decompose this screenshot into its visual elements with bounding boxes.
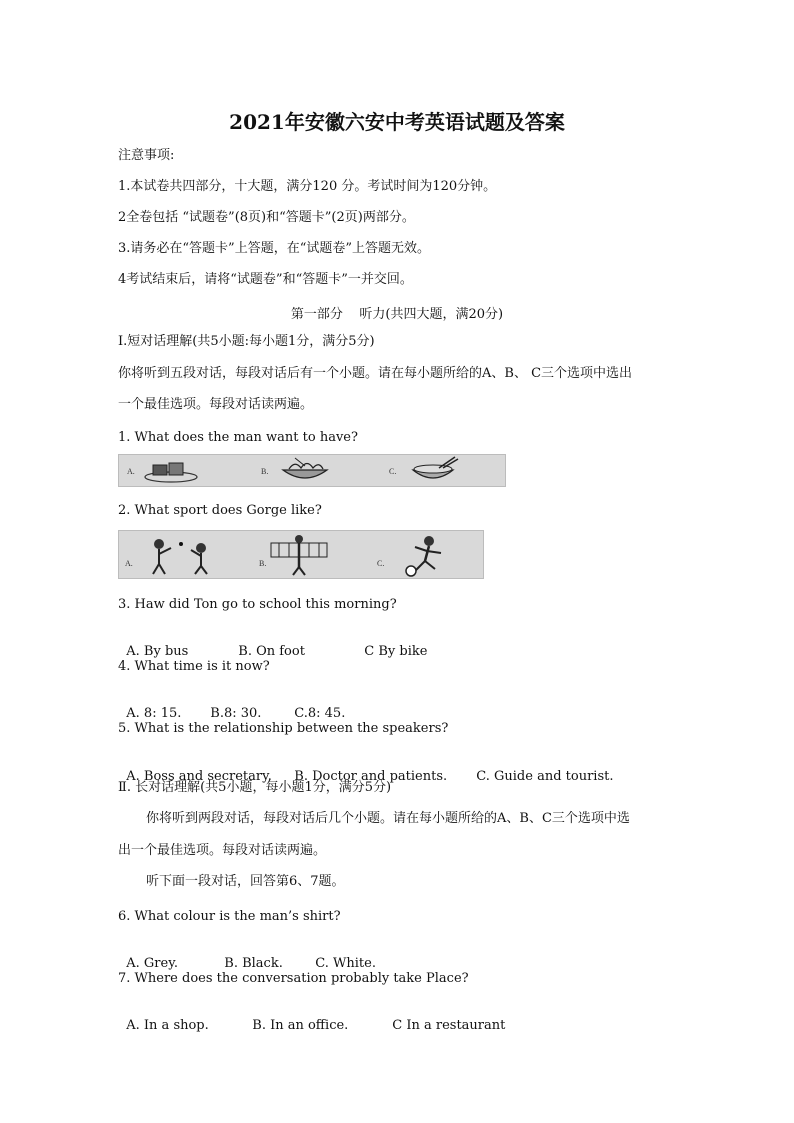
q6-option-b: B. Black. bbox=[224, 956, 283, 971]
section2-instruction-2: 出一个最佳选项。每段对话读两遍。 bbox=[118, 843, 327, 858]
q1-label-b: B. bbox=[261, 467, 269, 476]
q1-label-a: A. bbox=[127, 467, 135, 476]
q5-option-b: B. Doctor and patients. bbox=[294, 769, 448, 784]
noodles-icon bbox=[275, 456, 335, 485]
q1-picture-options bbox=[118, 454, 506, 487]
football-icon bbox=[389, 533, 469, 577]
question-4: 4. What time is it now? bbox=[118, 659, 270, 674]
question-7: 7. Where does the conversation probably take Place? bbox=[118, 971, 469, 986]
q2-label-b: B. bbox=[259, 559, 267, 568]
question-5: 5. What is the relationship between the speakers? bbox=[118, 721, 449, 736]
q7-option-c: C In a restaurant bbox=[392, 1018, 506, 1033]
note-item-1: 1.本试卷共四部分，十大题，满分120 分。考试时间为120分钟。 bbox=[118, 179, 497, 194]
page-title: 2021年安徽六安中考英语试题及答案 bbox=[229, 110, 565, 134]
question-6: 6. What colour is the man’s shirt? bbox=[118, 909, 341, 924]
q3-option-a: A. By bus bbox=[126, 644, 189, 659]
q6-option-c: C. White. bbox=[315, 956, 376, 971]
section1-instruction-1: 你将听到五段对话，每段对话后有一个小题。请在每小题所给的A、B、 C三个选项中选出 bbox=[118, 366, 633, 381]
q5-option-c: C. Guide and tourist. bbox=[476, 769, 614, 784]
q5-option-a: A. Boss and secretary. bbox=[126, 769, 272, 784]
q6-option-a: A. Grey. bbox=[126, 956, 178, 971]
part1-heading: 第一部分 听力(共四大题，满20分) bbox=[290, 307, 504, 322]
q1-label-c: C. bbox=[389, 467, 397, 476]
question-3: 3. Haw did Ton go to school this morning? bbox=[118, 597, 397, 612]
q7-option-b: B. In an office. bbox=[252, 1018, 349, 1033]
note-item-2: 2全卷包括 “试题卷”(8页)和“答题卡”(2页)两部分。 bbox=[118, 210, 415, 225]
note-item-4: 4考试结束后，请将“试题卷”和“答题卡”一并交回。 bbox=[118, 272, 413, 287]
q3-option-b: B. On foot bbox=[238, 644, 305, 659]
q2-label-a: A. bbox=[125, 559, 133, 568]
q4-option-a: A. 8: 15. bbox=[126, 706, 182, 721]
section2-instruction-1: 你将听到两段对话，每段对话后几个小题。请在每小题所给的A、B、C三个选项中选 bbox=[146, 811, 630, 826]
q3-option-c: C By bike bbox=[364, 644, 428, 659]
question-6-options bbox=[118, 940, 376, 972]
q4-option-b: B.8: 30. bbox=[210, 706, 262, 721]
q4-option-c: C.8: 45. bbox=[294, 706, 346, 721]
section1-heading: Ⅰ.短对话理解(共5小题:每小题1分，满分5分) bbox=[118, 334, 375, 349]
q7-option-a: A. In a shop. bbox=[126, 1018, 209, 1033]
section2-heading: Ⅱ. 长对话理解(共5小题，每小题1分，满分5分) bbox=[118, 780, 392, 795]
table-tennis-icon bbox=[141, 534, 231, 576]
question-2: 2. What sport does Gorge like? bbox=[118, 503, 322, 518]
volleyball-icon bbox=[269, 533, 349, 577]
section1-instruction-2: 一个最佳选项。每段对话读两遍。 bbox=[118, 397, 314, 412]
section2-lead: 听下面一段对话，回答第6、7题。 bbox=[146, 874, 345, 889]
note-item-3: 3.请务必在“答题卡”上答题，在“试题卷”上答题无效。 bbox=[118, 241, 430, 256]
question-4-options bbox=[118, 690, 345, 722]
question-1: 1. What does the man want to have? bbox=[118, 430, 358, 445]
notes-heading: 注意事项: bbox=[118, 148, 175, 163]
rice-bowl-icon bbox=[403, 456, 463, 485]
question-3-options bbox=[118, 628, 427, 660]
q2-picture-options bbox=[118, 530, 484, 579]
bread-icon bbox=[141, 457, 201, 484]
q2-label-c: C. bbox=[377, 559, 385, 568]
question-7-options bbox=[118, 1002, 505, 1034]
